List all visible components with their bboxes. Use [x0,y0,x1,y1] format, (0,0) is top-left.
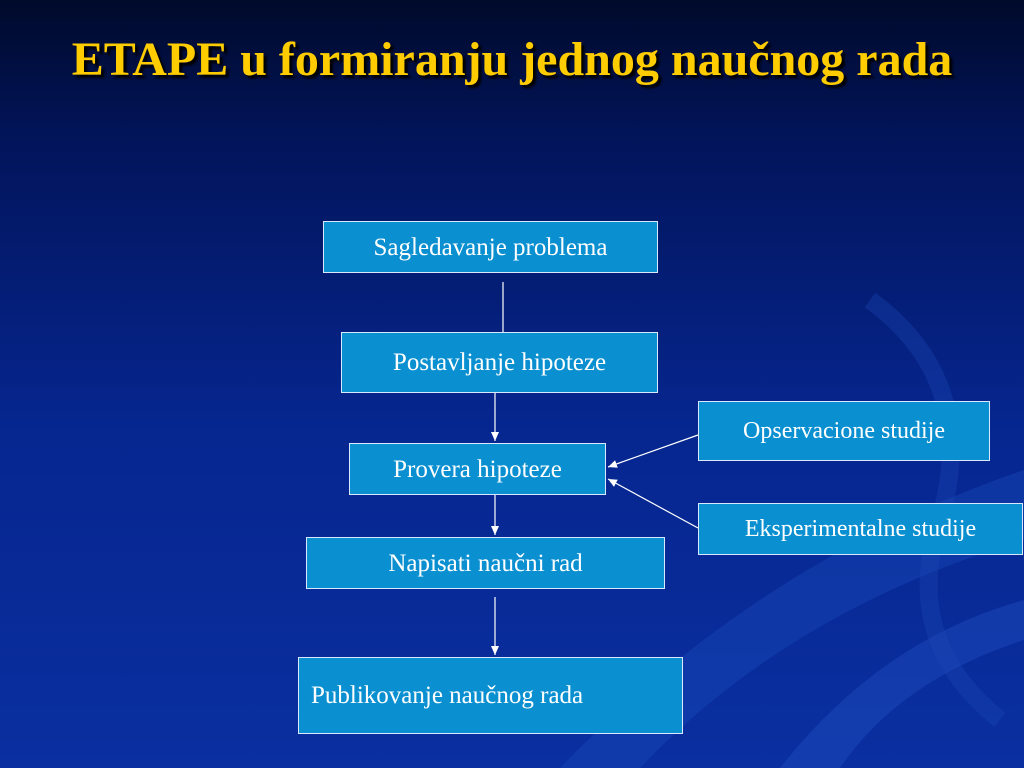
side-box-experimental-studies: Eksperimentalne studije [698,503,1023,555]
side-box-observational-studies: Opservacione studije [698,401,990,461]
step-box-hypothesis-testing: Provera hipoteze [349,443,606,495]
step-box-hypothesis-setting: Postavljanje hipoteze [341,332,658,393]
slide-title: ETAPE u formiranju jednog naučnog rada [71,33,953,86]
arrow-observational-to-testing [608,435,698,467]
step-box-publish-paper: Publikovanje naučnog rada [298,657,683,734]
step-box-problem-review: Sagledavanje problema [323,221,658,273]
arrow-experimental-to-testing [608,479,698,528]
step-box-write-paper: Napisati naučni rad [306,537,665,589]
